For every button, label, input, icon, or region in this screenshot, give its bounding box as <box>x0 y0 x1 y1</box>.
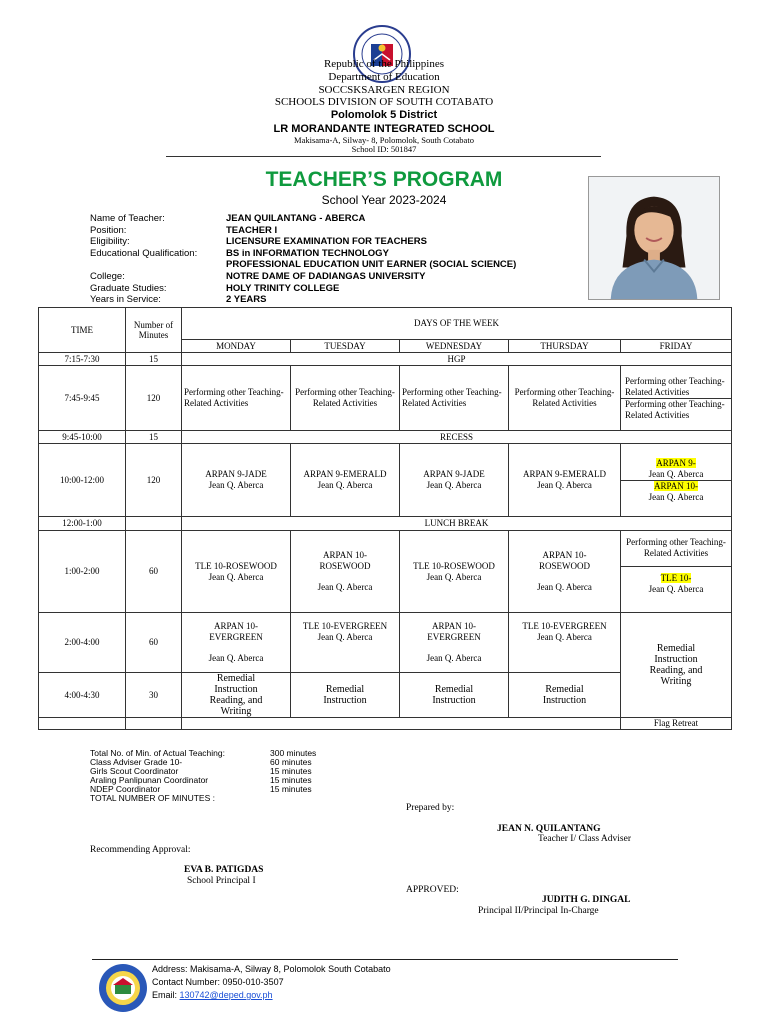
info-label: Eligibility: <box>90 236 130 248</box>
teacher-label: Jean Q. Aberca <box>208 653 264 663</box>
recess-cell: RECESS <box>182 431 732 444</box>
info-value: HOLY TRINITY COLLEGE <box>226 282 340 294</box>
footer-contact: Contact Number: 0950-010-3507 <box>152 977 284 987</box>
info-value: JEAN QUILANTANG - ABERCA <box>226 213 366 224</box>
info-label: Years in Service: <box>90 294 161 306</box>
minutes-cell: 60 <box>126 531 182 613</box>
thursday-cell <box>509 613 621 673</box>
table-row <box>39 431 732 444</box>
header-time: TIME <box>39 308 126 353</box>
header-minutes: Number of Minutes <box>126 308 182 353</box>
minutes-cell: 15 <box>126 353 182 366</box>
time-cell <box>39 718 126 730</box>
day-friday: FRIDAY <box>621 340 732 353</box>
table-row <box>39 718 732 730</box>
wednesday-cell: Performing other Teaching-Related Activities <box>400 366 509 431</box>
monday-cell <box>182 531 291 613</box>
time-cell: 7:15-7:30 <box>39 353 126 366</box>
lunch-break-cell: LUNCH BREAK <box>182 517 732 531</box>
teacher-label: Jean Q. Aberca <box>426 480 482 490</box>
info-row <box>90 283 560 295</box>
tuesday-cell: Performing other Teaching-Related Activities <box>291 366 400 431</box>
info-value: PROFESSIONAL EDUCATION UNIT EARNER (SOCIAL SCIENCE) <box>226 259 517 271</box>
school-year: School Year 2023-2024 <box>321 193 447 207</box>
school-id: School ID: 501847 <box>351 144 417 154</box>
hgp-cell: HGP <box>182 353 732 366</box>
recommender-title: School Principal I <box>187 876 256 886</box>
teacher-label: Jean Q. Aberca <box>317 632 373 642</box>
class-label: TLE 10-ROSEWOOD <box>195 560 277 571</box>
minutes-cell <box>126 517 182 531</box>
summary-label: Class Adviser Grade 10- <box>90 757 183 767</box>
header-days-of-week: DAYS OF THE WEEK <box>182 308 732 340</box>
highlighted-class: ARPAN 9- <box>656 457 696 468</box>
teacher-label: Jean Q. Aberca <box>537 632 592 642</box>
tuesday-cell <box>291 531 400 613</box>
highlighted-class: TLE 10- <box>660 572 692 583</box>
empty-cell <box>182 718 621 730</box>
class-label: ARPAN 9-EMERALD <box>523 469 606 479</box>
thursday-cell <box>509 531 621 613</box>
summary-label: TOTAL NUMBER OF MINUTES : <box>90 793 215 803</box>
teacher-label: Jean Q. Aberca <box>537 480 592 490</box>
class-label: ARPAN 10-EVERGREEN <box>427 621 481 642</box>
teacher-label: Jean Q. Aberca <box>648 468 704 479</box>
wednesday-cell <box>400 531 509 613</box>
info-row <box>90 225 560 237</box>
friday-cell <box>621 531 732 613</box>
monday-cell: Performing other Teaching-Related Activities <box>182 366 291 431</box>
teacher-photo <box>588 176 720 300</box>
teacher-label: Jean Q. Aberca <box>537 582 592 592</box>
info-value: 2 YEARS <box>226 294 267 306</box>
time-cell: 4:00-4:30 <box>39 673 126 718</box>
schedule-table <box>38 307 732 730</box>
summary-minutes: 15 minutes <box>270 775 312 785</box>
division-line: SCHOOLS DIVISION OF SOUTH COTABATO <box>274 96 494 108</box>
recommender-name: EVA B. PATIGDAS <box>184 865 264 875</box>
info-row <box>90 236 560 248</box>
approver-name: JUDITH G. DINGAL <box>542 895 631 905</box>
wednesday-cell <box>400 613 509 673</box>
teacher-label: Jean Q. Aberca <box>317 582 373 592</box>
highlighted-class: ARPAN 10- <box>654 480 698 491</box>
wednesday-cell <box>400 444 509 517</box>
summary-minutes: 300 minutes <box>270 748 317 758</box>
summary-label: Total No. of Min. of Actual Teaching: <box>90 748 225 758</box>
wednesday-cell: Remedial Instruction <box>400 673 509 718</box>
footer-address: Address: Makisama-A, Silway 8, Polomolok South Cotabato <box>152 964 391 974</box>
friday-cell <box>621 366 732 431</box>
class-label: TLE 10-EVERGREEN <box>302 621 388 631</box>
class-label: TLE 10-EVERGREEN <box>522 621 607 631</box>
teacher-label: Jean Q. Aberca <box>648 583 704 594</box>
tuesday-cell: Remedial Instruction <box>291 673 400 718</box>
summary-row <box>90 794 215 803</box>
tuesday-cell <box>291 613 400 673</box>
info-value: BS in INFORMATION TECHNOLOGY <box>226 247 389 259</box>
teacher-label: Jean Q. Aberca <box>426 571 482 582</box>
class-label: TLE 10-ROSEWOOD <box>413 560 495 571</box>
school-address: Makisama-A, Silway- 8, Polomolok, South Cotabato <box>294 135 474 145</box>
minutes-cell <box>126 718 182 730</box>
prepared-by-label: Prepared by: <box>406 803 455 813</box>
remedial-label: Remedial Instruction Reading, and Writing <box>649 643 703 687</box>
time-cell: 12:00-1:00 <box>39 517 126 531</box>
day-tuesday: TUESDAY <box>291 340 400 353</box>
approved-label: APPROVED: <box>406 885 459 895</box>
info-value: TEACHER I <box>226 224 278 236</box>
table-row <box>39 353 732 366</box>
monday-cell <box>182 613 291 673</box>
day-monday: MONDAY <box>182 340 291 353</box>
class-label: ARPAN 10-EVERGREEN <box>209 621 263 642</box>
friday-slot: Performing other Teaching-Related Activities <box>621 398 731 421</box>
thursday-cell: Performing other Teaching-Related Activities <box>509 366 621 431</box>
header-divider <box>166 156 601 157</box>
monday-cell: Remedial Instruction Reading, and Writing <box>182 673 291 718</box>
day-wednesday: WEDNESDAY <box>400 340 509 353</box>
table-row <box>39 444 732 517</box>
summary-label: Girls Scout Coordinator <box>90 766 179 776</box>
time-cell: 9:45-10:00 <box>39 431 126 444</box>
time-cell: 2:00-4:00 <box>39 613 126 673</box>
day-thursday: THURSDAY <box>509 340 621 353</box>
region-line: SOCCSKSARGEN REGION <box>318 84 450 96</box>
teacher-label: Jean Q. Aberca <box>426 653 482 663</box>
tuesday-cell <box>291 444 400 517</box>
approver-title: Principal II/Principal In-Charge <box>478 906 599 916</box>
footer-divider <box>92 959 678 960</box>
time-cell: 10:00-12:00 <box>39 444 126 517</box>
info-row <box>90 271 560 283</box>
email-link[interactable]: 130742@deped.gov.ph <box>179 990 273 1000</box>
summary-minutes: 15 minutes <box>270 766 312 776</box>
school-name: LR MORANDANTE INTEGRATED SCHOOL <box>273 123 495 135</box>
summary-label: NDEP Coordinator <box>90 784 161 794</box>
recommending-label: Recommending Approval: <box>90 845 191 855</box>
monday-cell <box>182 444 291 517</box>
teacher-label: Jean Q. Aberca <box>208 480 264 490</box>
summary-minutes: 60 minutes <box>270 757 312 767</box>
class-label: ARPAN 10-ROSEWOOD <box>319 550 371 571</box>
department-line: Department of Education <box>328 71 440 83</box>
minutes-cell: 60 <box>126 613 182 673</box>
info-label: Educational Qualification: <box>90 247 198 259</box>
summary-label: Araling Panlipunan Coordinator <box>90 775 209 785</box>
footer-email-line <box>152 989 273 1001</box>
friday-slot: Performing other Teaching-Related Activities <box>625 375 725 397</box>
info-label: Name of Teacher: <box>90 213 165 224</box>
friday-cell <box>621 613 732 718</box>
flag-retreat-cell: Flag Retreat <box>621 718 732 730</box>
preparer-name: JEAN N. QUILANTANG <box>497 824 601 834</box>
page-title: TEACHER’S PROGRAM <box>265 168 503 191</box>
info-row <box>90 248 560 260</box>
email-label: Email: <box>152 990 180 1000</box>
table-row <box>39 366 732 431</box>
minutes-cell: 120 <box>126 366 182 431</box>
table-row <box>39 531 732 613</box>
table-row <box>39 613 732 673</box>
class-label: ARPAN 9-JADE <box>205 469 267 479</box>
info-label: Position: <box>90 224 127 236</box>
summary-minutes: 15 minutes <box>270 784 312 794</box>
info-label: College: <box>90 271 125 282</box>
time-cell: 7:45-9:45 <box>39 366 126 431</box>
friday-slot: Performing other Teaching-Related Activities <box>626 537 726 559</box>
thursday-cell: Remedial Instruction <box>509 673 621 718</box>
teacher-label: Jean Q. Aberca <box>208 571 264 582</box>
class-label: ARPAN 9-EMERALD <box>303 469 387 479</box>
minutes-cell: 120 <box>126 444 182 517</box>
info-row <box>90 259 560 271</box>
republic-line: Republic of the Philippines <box>323 58 445 70</box>
thursday-cell <box>509 444 621 517</box>
minutes-cell: 30 <box>126 673 182 718</box>
school-logo <box>98 963 148 1013</box>
preparer-title: Teacher I/ Class Adviser <box>538 834 631 844</box>
class-label: ARPAN 10-ROSEWOOD <box>539 550 590 571</box>
info-row <box>90 294 560 306</box>
class-label: ARPAN 9-JADE <box>423 469 485 479</box>
info-row <box>90 213 560 225</box>
friday-cell <box>621 444 732 517</box>
teacher-label: Jean Q. Aberca <box>648 491 704 502</box>
info-value: LICENSURE EXAMINATION FOR TEACHERS <box>226 236 427 248</box>
district-line: Polomolok 5 District <box>330 109 438 121</box>
info-label: Graduate Studies: <box>90 282 167 294</box>
minutes-cell: 15 <box>126 431 182 444</box>
info-value: NOTRE DAME OF DADIANGAS UNIVERSITY <box>226 271 426 282</box>
table-row <box>39 517 732 531</box>
teacher-label: Jean Q. Aberca <box>317 480 373 490</box>
time-cell: 1:00-2:00 <box>39 531 126 613</box>
